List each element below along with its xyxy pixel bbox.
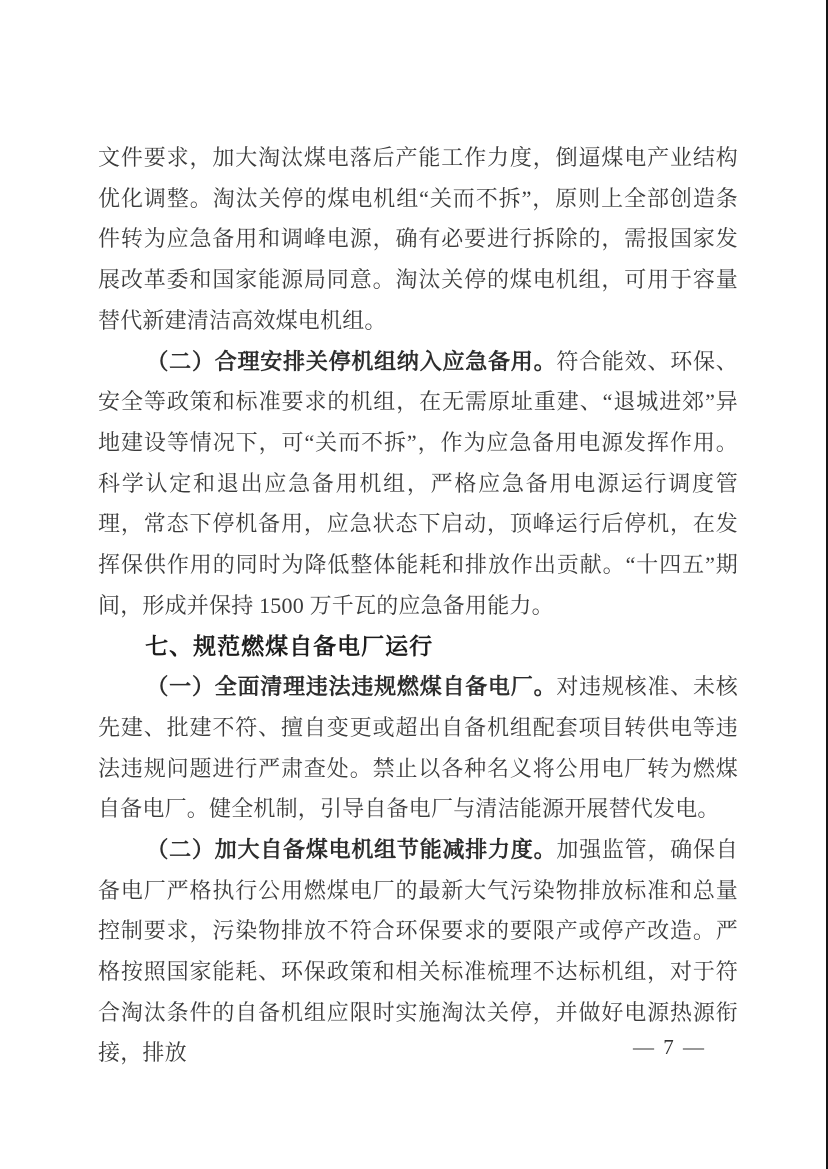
- paragraph-text: 对违规核准、未核先建、批建不符、擅自变更或超出自备机组配套项目转供电等违法违规问题进行严肃查处。禁止以各种名义将公用电厂转为燃煤自备电厂。健全机制，引导自备电厂与清洁能源开展替代发电。: [98, 674, 738, 822]
- paragraph-lead: （一）全面清理违法违规燃煤自备电厂。: [146, 674, 557, 700]
- section-heading: 七、规范燃煤自备电厂运行: [145, 633, 434, 660]
- paragraph-lead: （二）合理安排关停机组纳入应急备用。: [146, 348, 557, 374]
- paragraph-text: 加强监管，确保自备电厂严格执行公用燃煤电厂的最新大气污染物排放标准和总量控制要求，污染物排放不符合环保要求的要限产或停产改造。严格按照国家能耗、环保政策和相关标准梳理不达标机组，对于符合淘汰条件的自备机组应限时实施淘汰关停，并做好电源热源衔接，排放: [98, 836, 738, 1066]
- paragraph: [98, 138, 738, 342]
- paragraph-text: 文件要求，加大淘汰煤电落后产能工作力度，倒逼煤电产业结构优化调整。淘汰关停的煤电机组“关而不拆”，原则上全部创造条件转为应急备用和调峰电源，确有必要进行拆除的，需报国家发展改革委和国家能源局同意。淘汰关停的煤电机组，可用于容量替代新建清洁高效煤电机组。: [98, 145, 738, 333]
- document-body: [98, 138, 738, 1074]
- page-number: — 7 —: [633, 1035, 706, 1059]
- paragraph-lead: （二）加大自备煤电机组节能减排力度。: [146, 836, 557, 862]
- paragraph-text: 符合能效、环保、安全等政策和标准要求的机组，在无需原址重建、“退城进郊”异地建设等情况下，可“关而不拆”，作为应急备用电源发挥作用。科学认定和退出应急备用机组，严格应急备用电源运行调度管理，常态下停机备用，应急状态下启动，顶峰运行后停机，在发挥保供作用的同时为降低整体能耗和排放作出贡献。“十四五”期间，形成并保持 1500 万千瓦的应急备用能力。: [98, 348, 738, 618]
- paragraph: [98, 342, 738, 627]
- paragraph: [98, 667, 738, 830]
